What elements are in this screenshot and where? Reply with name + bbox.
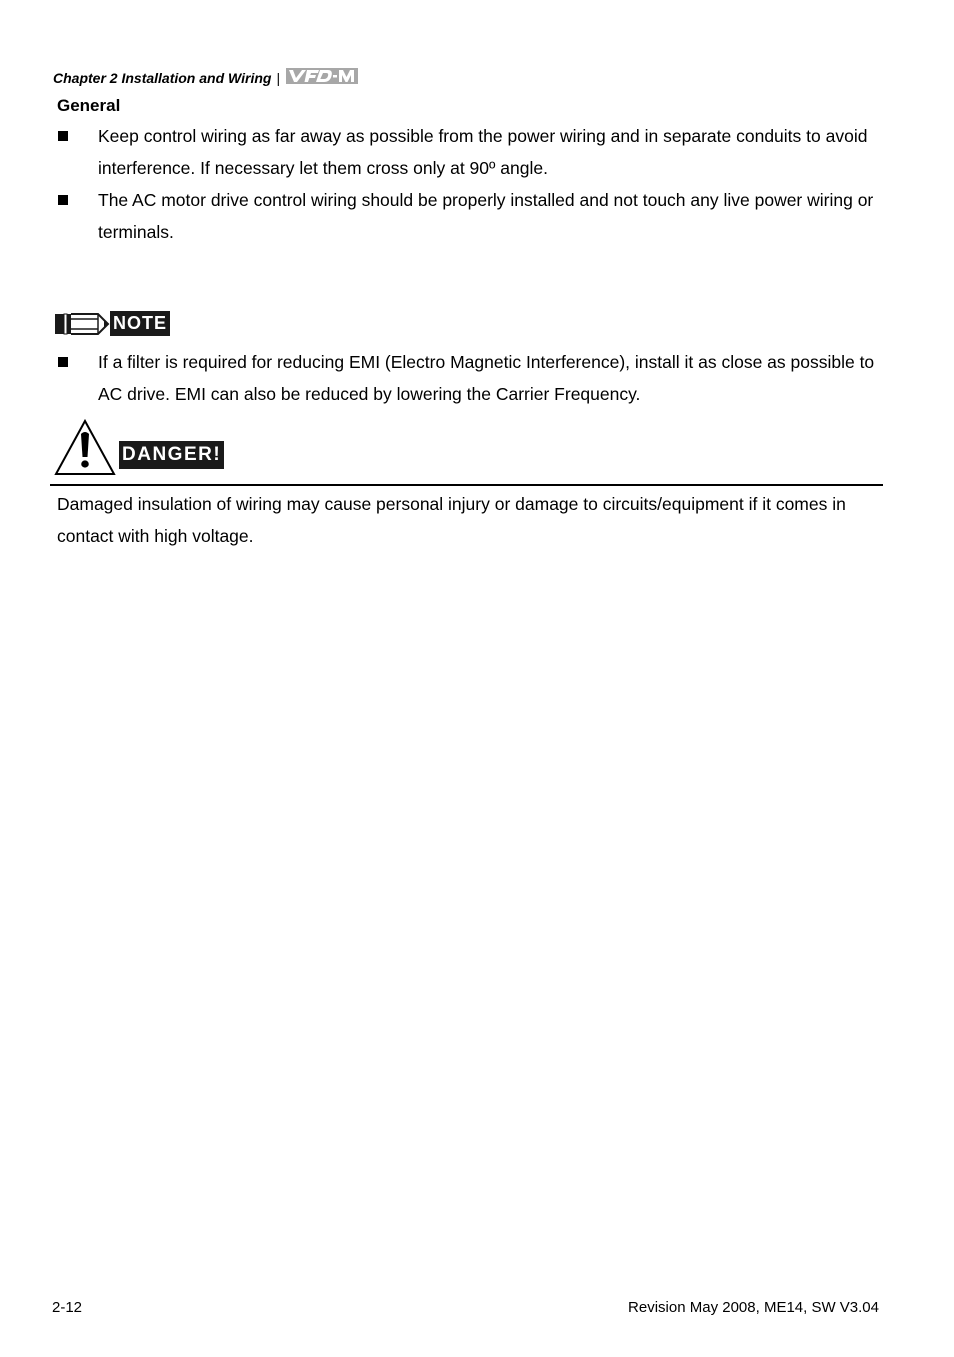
section-title-general: General: [57, 96, 121, 115]
general-list: [57, 120, 877, 248]
vfd-m-logo: [286, 68, 358, 84]
bullet-square-icon: [58, 131, 68, 141]
list-item-text: The AC motor drive control wiring should be properly installed and not touch any live power wiring or terminals.: [98, 190, 874, 242]
danger-heading: [54, 423, 224, 481]
header-separator: |: [276, 70, 281, 86]
note-heading: [54, 310, 170, 337]
warning-triangle-icon: [54, 418, 116, 481]
list-item-text: If a filter is required for reducing EMI (Electro Magnetic Interference), install it as close as possible to AC drive. EMI can also be reduced by lowering the Carrier Frequency.: [98, 352, 875, 404]
list-item-text: Keep control wiring as far away as possible from the power wiring and in separate conduits to avoid interference. If necessary let them cross only at 90º angle.: [98, 126, 868, 178]
pencil-icon: [54, 311, 110, 337]
danger-text: Damaged insulation of wiring may cause personal injury or damage to circuits/equipment if it comes in contact with high voltage.: [57, 494, 846, 546]
list-item: [57, 184, 877, 248]
revision-info: Revision May 2008, ME14, SW V3.04: [628, 1299, 879, 1316]
chapter-title: Chapter 2 Installation and Wiring: [53, 70, 272, 86]
note-label: NOTE: [110, 311, 170, 336]
page-header: [53, 68, 358, 88]
bullet-square-icon: [58, 357, 68, 367]
danger-divider: [50, 484, 883, 486]
page-number: 2-12: [52, 1299, 83, 1316]
list-item: [57, 346, 877, 410]
list-item: [57, 120, 877, 184]
note-list: [57, 346, 877, 410]
bullet-square-icon: [58, 195, 68, 205]
danger-label: DANGER!: [119, 441, 224, 469]
